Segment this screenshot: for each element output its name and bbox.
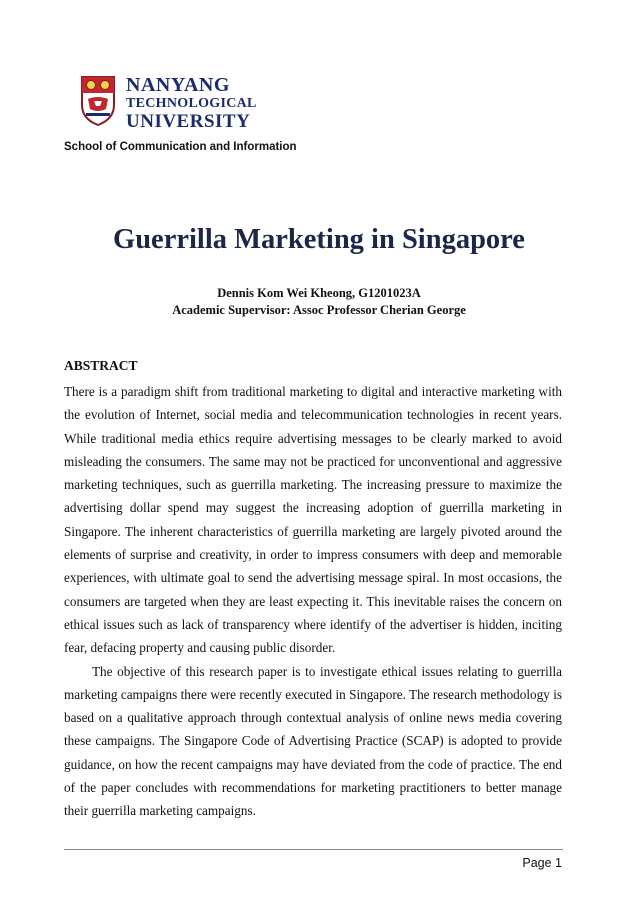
logo-line-1: NANYANG [126,74,230,96]
logo-wordmark [126,75,257,131]
supervisor-line: Academic Supervisor: Assoc Professor Cherian George [172,303,466,317]
abstract-body [64,380,562,823]
abstract-heading: ABSTRACT [64,358,138,373]
logo-line-3: UNIVERSITY [126,111,251,132]
paper-title: Guerrilla Marketing in Singapore [113,224,525,255]
university-logo [80,74,257,133]
abstract-paragraph-1: There is a paradigm shift from traditional marketing to digital and interactive marketing with the evolution of Internet, social media and telecommunication technologies in recent years. While traditional media ethics require advertising messages to be clearly marked to avoid misleading the consumers. The same may not be practiced for unconventional and aggressive marketing techniques, such as guerrilla marketing. The increasing pressure to maximize the advertising dollar spend may suggest the increasing adoption of guerrilla marketing in Singapore. The inherent characteristics of guerrilla marketing are largely pivoted around the elements of surprise and creativity, in order to impress consumers with deep and memorable experiences, with ultimate goal to send the advertising message spiral. In most occasions, the consumers are targeted when they are least expecting it. This inevitable raises the concern on ethical issues such as lack of transparency where identify of the advertiser is hidden, inciting fear, defacing property and causing public disorder. [64,384,562,656]
abstract-paragraph-2: The objective of this research paper is to investigate ethical issues relating to guerrilla marketing campaigns there were recently executed in Singapore. The research methodology is based on a qualitative approach through contextual analysis of online news media covering these campaigns. The Singapore Code of Advertising Practice (SCAP) is adopted to provide guidance, on how the recent campaigns may have deviated from the code of practice. The end of the paper concludes with recommendations for marketing practitioners to better manage their guerrilla marketing campaigns. [64,663,562,819]
author-line: Dennis Kom Wei Kheong, G1201023A [217,286,421,300]
school-name: School of Communication and Information [64,141,297,153]
footer-divider [64,849,563,850]
crest-icon [80,75,116,127]
logo-line-2: TECHNOLOGICAL [126,96,257,111]
page-number: Page 1 [522,856,562,870]
